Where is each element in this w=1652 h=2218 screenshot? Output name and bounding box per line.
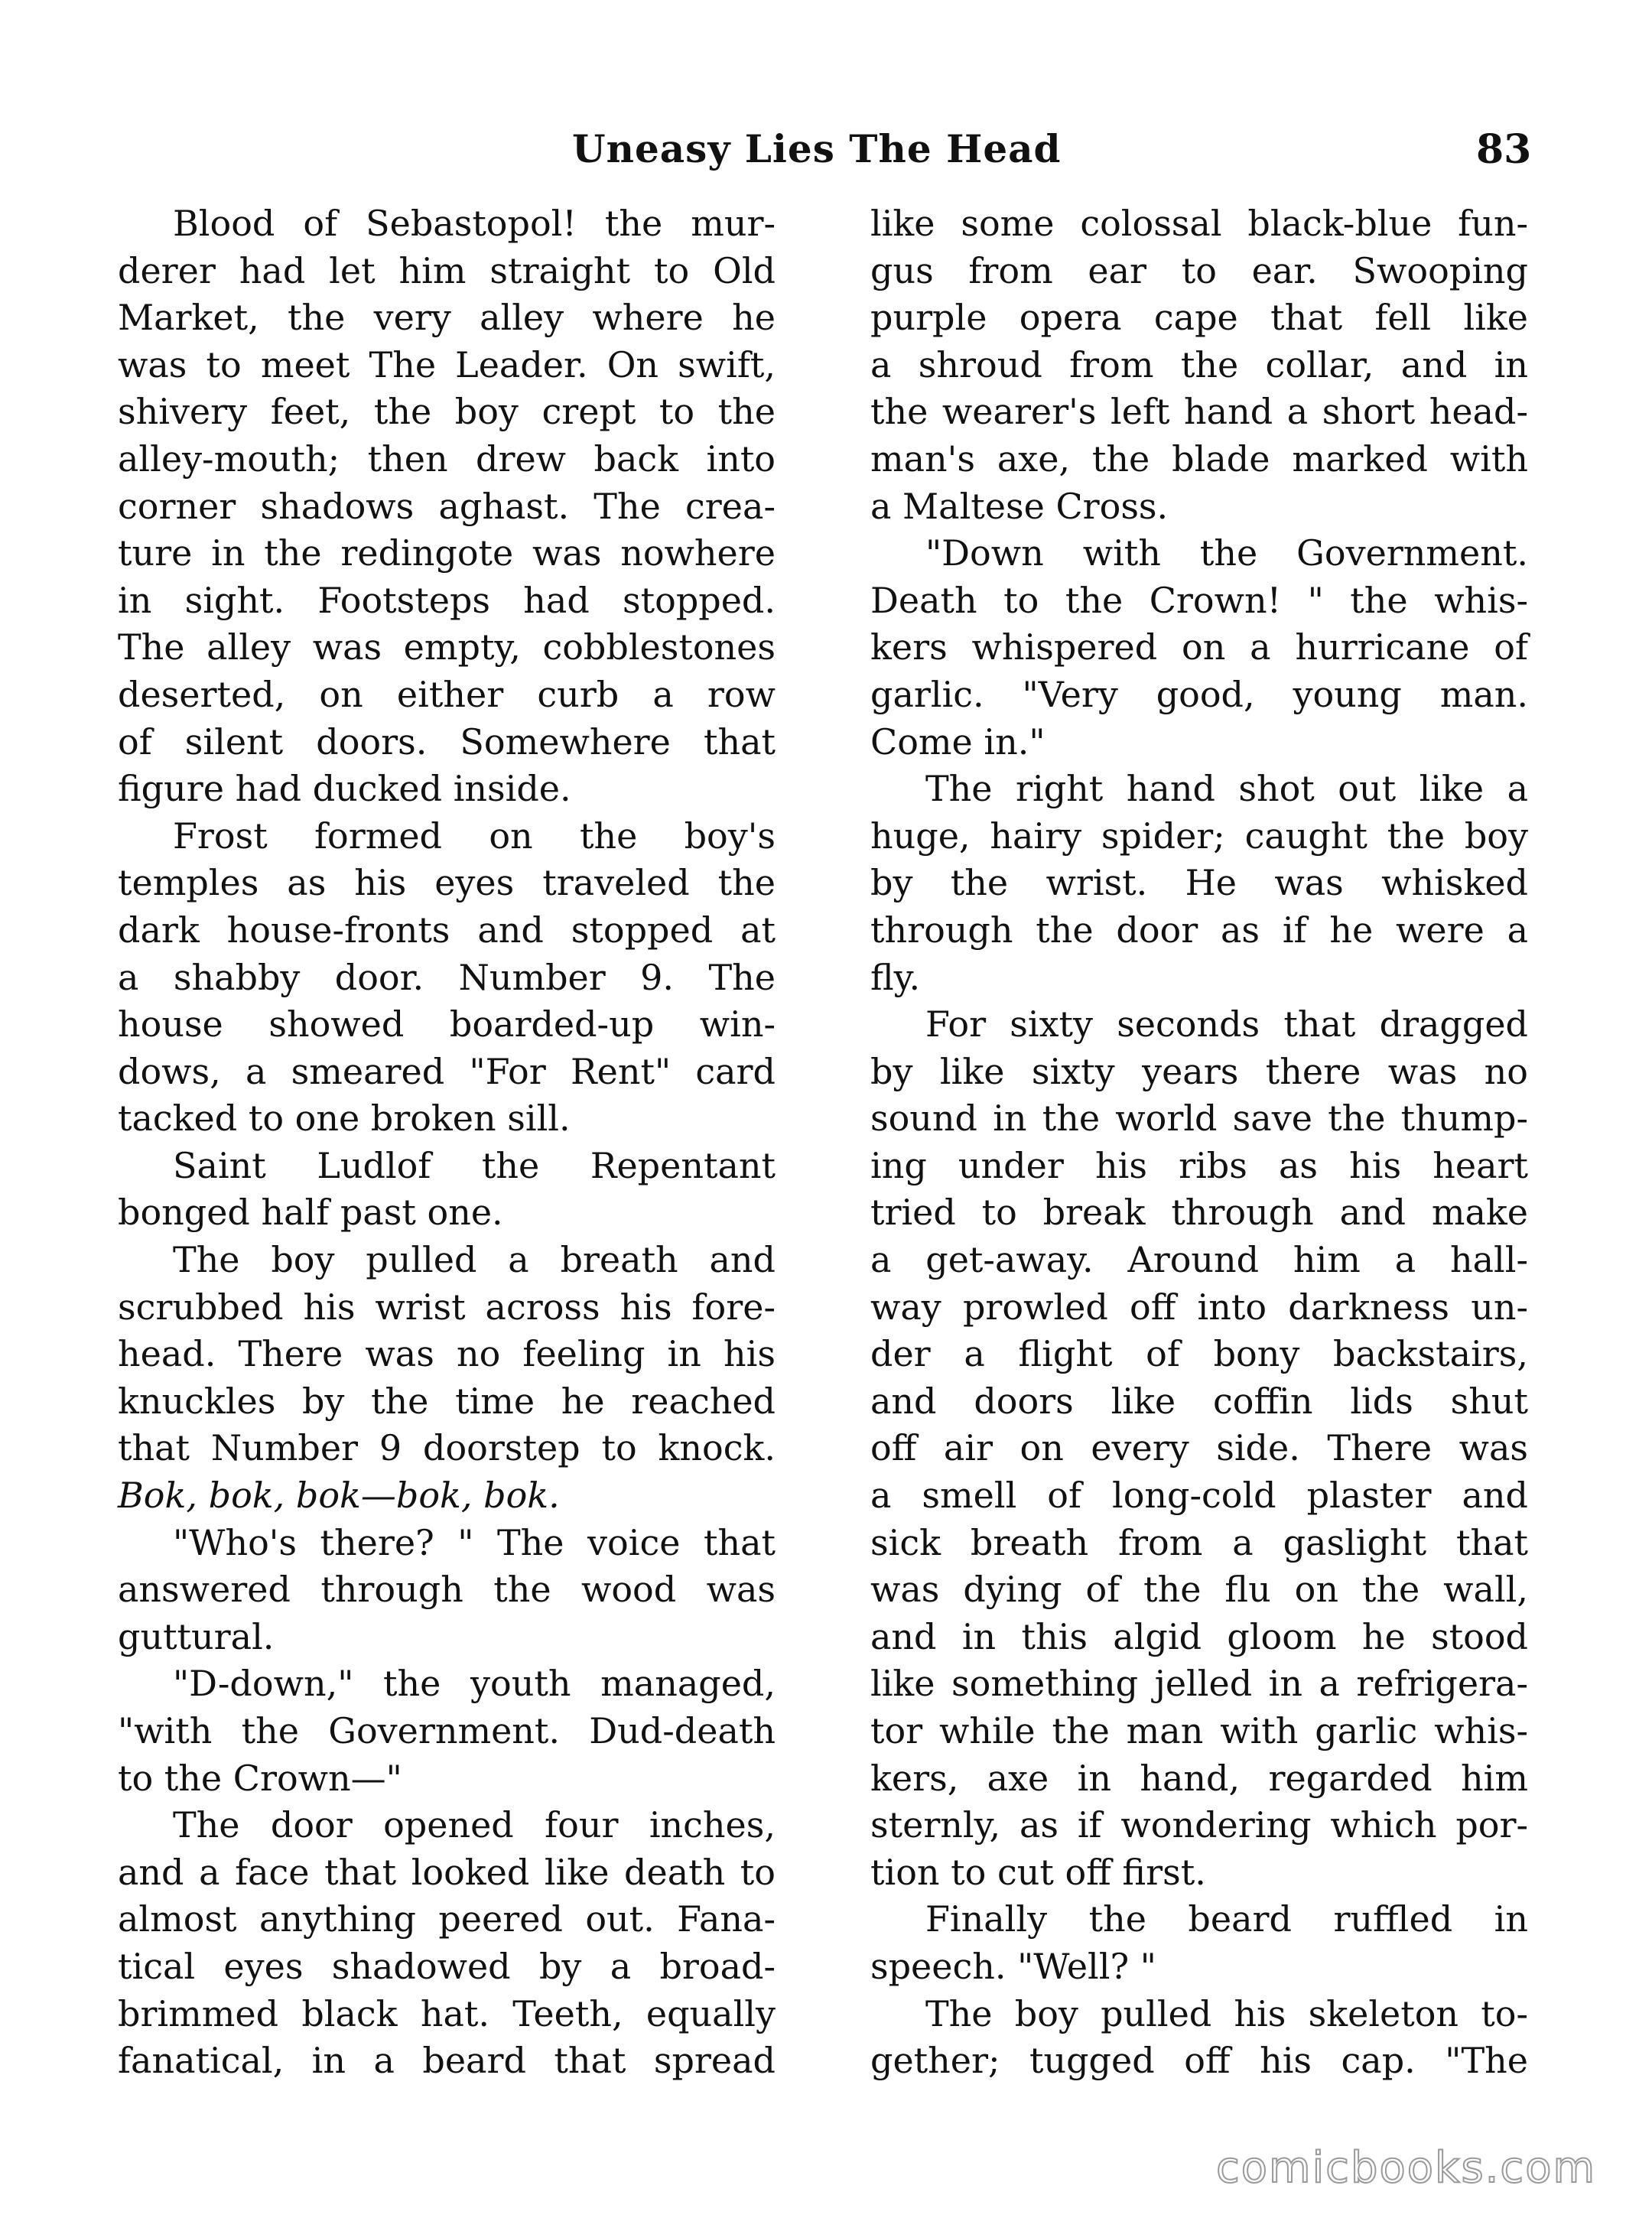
text-line: fanatical, in a beard that spread <box>118 2040 776 2082</box>
text-line: like something jelled in a refrigera- <box>870 1663 1528 1705</box>
text-line: tical eyes shadowed by a broad- <box>118 1945 776 1987</box>
text-line: was to meet The Leader. On swift, <box>118 343 776 385</box>
text-line: of silent doors. Somewhere that <box>118 720 776 763</box>
text-line: to the Crown—" <box>118 1757 402 1799</box>
text-line: figure had ducked inside. <box>118 768 571 810</box>
text-line: knuckles by the time he reached <box>118 1380 776 1422</box>
text-line: "with the Government. Dud-death <box>118 1710 776 1751</box>
text-line: tacked to one broken sill. <box>118 1098 571 1140</box>
text-line: a shabby door. Number 9. The <box>118 956 776 998</box>
text-line: shivery feet, the boy crept to the <box>118 391 776 433</box>
text-line: off air on every side. There was <box>870 1427 1528 1469</box>
text-line: scrubbed his wrist across his fore- <box>118 1286 776 1328</box>
text-line: fly. <box>870 956 921 998</box>
text-line: der a flight of bony backstairs, <box>870 1333 1528 1375</box>
text-line: dark house-fronts and stopped at <box>118 909 776 951</box>
text-line: "Down with the Government. <box>925 532 1528 574</box>
text-line: a shroud from the collar, and in <box>870 343 1528 385</box>
text-line: by like sixty years there was no <box>870 1050 1528 1092</box>
text-line: The boy pulled his skeleton to- <box>925 1992 1528 2034</box>
text-line: ing under his ribs as his heart <box>870 1144 1528 1186</box>
text-line: tion to cut off first. <box>870 1851 1206 1893</box>
text-line: was dying of the flu on the wall, <box>870 1569 1528 1611</box>
page-number: 83 <box>1476 126 1532 173</box>
text-line: kers whispered on a hurricane of <box>870 626 1528 668</box>
text-line: a smell of long-cold plaster and <box>870 1475 1528 1517</box>
text-line: Bok, bok, bok—bok, bok. <box>118 1475 560 1517</box>
text-line: tor while the man with garlic whis- <box>870 1710 1528 1751</box>
text-line: derer had let him straight to Old <box>118 249 776 291</box>
text-line: like some colossal black-blue fun- <box>870 203 1528 244</box>
text-line: brimmed black hat. Teeth, equally <box>118 1992 776 2034</box>
text-line: house showed boarded-up win- <box>118 1003 776 1046</box>
text-line: The door opened four inches, <box>173 1804 776 1846</box>
text-line: head. There was no feeling in his <box>118 1333 776 1375</box>
text-line: alley-mouth; then drew back into <box>118 437 776 480</box>
text-line: almost anything peered out. Fana- <box>118 1898 776 1940</box>
text-line: and in this algid gloom he stood <box>870 1615 1528 1657</box>
text-line: by the wrist. He was whisked <box>870 862 1528 904</box>
text-line: in sight. Footsteps had stopped. <box>118 579 776 621</box>
text-line: the wearer's left hand a short head- <box>870 391 1528 433</box>
text-line: gether; tugged off his cap. "The <box>870 2040 1528 2082</box>
text-line: tried to break through and make <box>870 1192 1528 1234</box>
text-line: The boy pulled a breath and <box>173 1239 776 1281</box>
text-line: purple opera cape that fell like <box>870 297 1528 339</box>
text-line: man's axe, the blade marked with <box>870 437 1528 480</box>
text-line: huge, hairy spider; caught the boy <box>870 815 1528 857</box>
text-line: For sixty seconds that dragged <box>925 1003 1528 1046</box>
text-line: The alley was empty, cobblestones <box>118 626 776 668</box>
watermark: comicbooks.com <box>1216 2143 1597 2193</box>
text-line: sternly, as if wondering which por- <box>870 1804 1528 1846</box>
text-line: kers, axe in hand, regarded him <box>870 1757 1528 1799</box>
text-line: Saint Ludlof the Repentant <box>173 1144 776 1186</box>
text-line: speech. "Well? " <box>870 1945 1156 1987</box>
running-title: Uneasy Lies The Head <box>572 126 1062 171</box>
text-line: temples as his eyes traveled the <box>118 862 776 904</box>
text-line: The right hand shot out like a <box>925 768 1528 810</box>
text-line: that Number 9 doorstep to knock. <box>118 1427 776 1469</box>
text-line: "D-down," the youth managed, <box>173 1663 776 1705</box>
text-line: a Maltese Cross. <box>870 485 1169 527</box>
text-line: Death to the Crown! " the whis- <box>870 579 1528 621</box>
text-line: Finally the beard ruffled in <box>925 1898 1528 1940</box>
text-line: garlic. "Very good, young man. <box>870 673 1528 715</box>
text-line: dows, a smeared "For Rent" card <box>118 1050 776 1092</box>
text-line: bonged half past one. <box>118 1192 503 1234</box>
text-line: Frost formed on the boy's <box>173 815 776 857</box>
text-line: Blood of Sebastopol! the mur- <box>173 203 776 244</box>
text-line: gus from ear to ear. Swooping <box>870 249 1528 291</box>
text-line: sound in the world save the thump- <box>870 1098 1528 1140</box>
text-line: ture in the redingote was nowhere <box>118 532 776 574</box>
page-header <box>0 126 1652 180</box>
text-line: a get-away. Around him a hall- <box>870 1239 1528 1281</box>
text-line: way prowled off into darkness un- <box>870 1286 1528 1328</box>
text-line: Come in." <box>870 720 1046 763</box>
text-line: guttural. <box>118 1615 275 1657</box>
text-line: and a face that looked like death to <box>118 1851 776 1893</box>
text-line: corner shadows aghast. The crea- <box>118 485 776 527</box>
text-line: sick breath from a gaslight that <box>870 1521 1528 1563</box>
text-line: and doors like coffin lids shut <box>870 1380 1528 1422</box>
text-line: answered through the wood was <box>118 1569 776 1611</box>
text-line: through the door as if he were a <box>870 909 1528 951</box>
left-text-column <box>118 200 776 2085</box>
text-line: Market, the very alley where he <box>118 297 776 339</box>
text-line: deserted, on either curb a row <box>118 673 776 715</box>
right-text-column <box>870 200 1528 2085</box>
text-line: "Who's there? " The voice that <box>173 1521 776 1563</box>
